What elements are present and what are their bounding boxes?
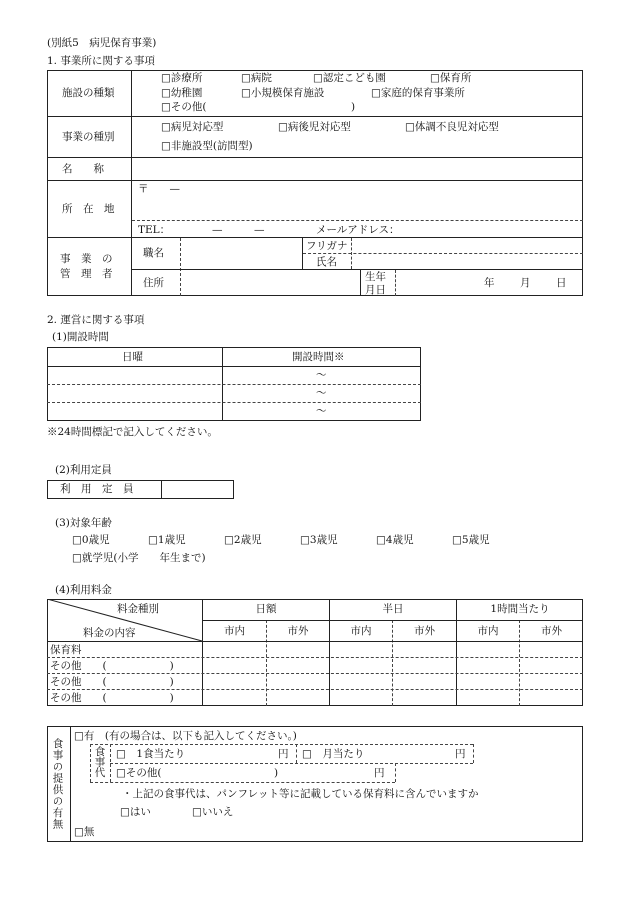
birth-label-1: 生年 bbox=[365, 271, 386, 283]
fees-row-childcare: 保育料 bbox=[50, 644, 82, 656]
postal-mark: 〒 — bbox=[138, 183, 180, 195]
section1-title: 1. 事業所に関する事項 bbox=[47, 55, 155, 67]
fees-head-type: 料金種別 bbox=[117, 603, 159, 615]
checkbox-school-age[interactable]: □就学児(小学 年生まで) bbox=[72, 552, 206, 564]
fees-head-content: 料金の内容 bbox=[83, 627, 136, 639]
checkbox-meal-other[interactable]: □その他( bbox=[116, 767, 162, 779]
fees-sub-inside: 市内 bbox=[224, 625, 245, 637]
fees-group-halfday: 半日 bbox=[382, 603, 404, 615]
checkbox-hospital[interactable]: □病院 bbox=[241, 72, 272, 84]
fees-sub-outside: 市外 bbox=[287, 625, 309, 637]
checkbox-facility-other[interactable]: □その他( bbox=[161, 101, 207, 113]
checkbox-clinic[interactable]: □診療所 bbox=[161, 72, 203, 84]
fees-sub-inside: 市内 bbox=[477, 625, 499, 637]
capacity-title: (2)利用定員 bbox=[55, 464, 112, 476]
checkbox-unwell-child[interactable]: □体調不良児対応型 bbox=[405, 121, 499, 133]
email-label: メールアドレス： bbox=[316, 224, 400, 236]
checkbox-age-2[interactable]: □2歳児 bbox=[224, 534, 262, 546]
checkbox-per-meal[interactable]: □ 1食当たり bbox=[116, 748, 186, 760]
checkbox-included-yes[interactable]: □はい bbox=[120, 806, 151, 818]
capacity-label: 利 用 定 員 bbox=[60, 483, 134, 495]
fees-title: (4)利用料金 bbox=[55, 584, 112, 596]
name-label: 名 称 bbox=[62, 163, 104, 175]
fees-sub-outside: 市外 bbox=[414, 625, 435, 637]
checkbox-nintei-kodomoen[interactable]: □認定こども園 bbox=[313, 72, 386, 84]
birth-month: 月 bbox=[520, 277, 531, 289]
checkbox-post-sick-child[interactable]: □病後児対応型 bbox=[278, 121, 351, 133]
yen-label: 円 bbox=[374, 767, 385, 779]
name2-label: 氏名 bbox=[316, 256, 337, 268]
checkbox-age-1[interactable]: □1歳児 bbox=[148, 534, 186, 546]
hours-col-day: 日曜 bbox=[122, 351, 143, 363]
checkbox-age-4[interactable]: □4歳児 bbox=[376, 534, 414, 546]
meal-included-question: ・上記の食事代は、パンフレット等に記載している保育料に含んでいますか bbox=[122, 788, 479, 800]
checkbox-age-3[interactable]: □3歳児 bbox=[300, 534, 338, 546]
meal-fee-label: 食事代 bbox=[93, 746, 106, 778]
fees-sub-inside: 市内 bbox=[350, 625, 372, 637]
hours-row-tilde: 〜 bbox=[316, 405, 327, 417]
yen-label: 円 bbox=[455, 748, 466, 760]
fees-row-other: その他 ( ) bbox=[50, 660, 174, 672]
fees-row-other: その他 ( ) bbox=[50, 676, 174, 688]
yen-label: 円 bbox=[278, 748, 289, 760]
checkbox-home-nursery[interactable]: □家庭的保育事業所 bbox=[371, 87, 465, 99]
checkbox-sick-child[interactable]: □病児対応型 bbox=[161, 121, 224, 133]
manager-label-2: 管 理 者 bbox=[60, 268, 113, 280]
fees-group-hourly: 1時間当たり bbox=[490, 603, 550, 615]
facility-type-label: 施設の種類 bbox=[62, 87, 115, 99]
location-label: 所 在 地 bbox=[62, 203, 115, 215]
checkbox-age-5[interactable]: □5歳児 bbox=[452, 534, 490, 546]
fees-row-other: その他 ( ) bbox=[50, 692, 174, 704]
position-label: 職名 bbox=[143, 247, 164, 259]
meal-other-close: ) bbox=[274, 767, 279, 779]
checkbox-hoikusho[interactable]: □保育所 bbox=[430, 72, 472, 84]
checkbox-included-no[interactable]: □いいえ bbox=[192, 806, 234, 818]
birth-day: 日 bbox=[556, 277, 567, 289]
hours-row-tilde: 〜 bbox=[316, 369, 327, 381]
checkbox-per-month[interactable]: □ 月当たり bbox=[302, 748, 365, 760]
checkbox-age-0[interactable]: □0歳児 bbox=[72, 534, 110, 546]
hours-title: (1)開設時間 bbox=[52, 331, 109, 343]
checkbox-meal-yes[interactable]: □有 (有の場合は、以下も記入してください。) bbox=[74, 730, 297, 742]
tel-label: TEL： bbox=[138, 224, 171, 236]
furigana-label: フリガナ bbox=[306, 240, 348, 252]
manager-label-1: 事 業 の bbox=[60, 253, 113, 265]
hours-note: ※24時間標記で記入してください。 bbox=[47, 426, 218, 438]
checkbox-small-nursery[interactable]: □小規模保育施設 bbox=[241, 87, 325, 99]
fees-group-daily: 日額 bbox=[255, 603, 277, 615]
facility-table bbox=[47, 70, 583, 296]
birth-year: 年 bbox=[484, 277, 495, 289]
hours-col-hours: 開設時間※ bbox=[292, 351, 345, 363]
checkbox-kindergarten[interactable]: □幼稚園 bbox=[161, 87, 203, 99]
fees-sub-outside: 市外 bbox=[541, 625, 562, 637]
address-label: 住所 bbox=[143, 277, 164, 289]
business-type-label: 事業の種別 bbox=[62, 131, 115, 143]
checkbox-visiting[interactable]: □非施設型(訪問型) bbox=[161, 140, 253, 152]
facility-other-close: ) bbox=[351, 101, 356, 113]
tel-dashes: — — bbox=[212, 224, 265, 236]
checkbox-meal-no[interactable]: □無 bbox=[74, 826, 95, 838]
document-header: (別紙5 病児保育事業) bbox=[47, 37, 157, 49]
ages-title: (3)対象年齢 bbox=[55, 517, 112, 529]
section2-title: 2. 運営に関する事項 bbox=[47, 314, 145, 326]
birth-label-2: 月日 bbox=[365, 284, 386, 296]
hours-row-tilde: 〜 bbox=[316, 387, 327, 399]
meal-vertical-label: 食事の提供の有無 bbox=[51, 738, 64, 830]
